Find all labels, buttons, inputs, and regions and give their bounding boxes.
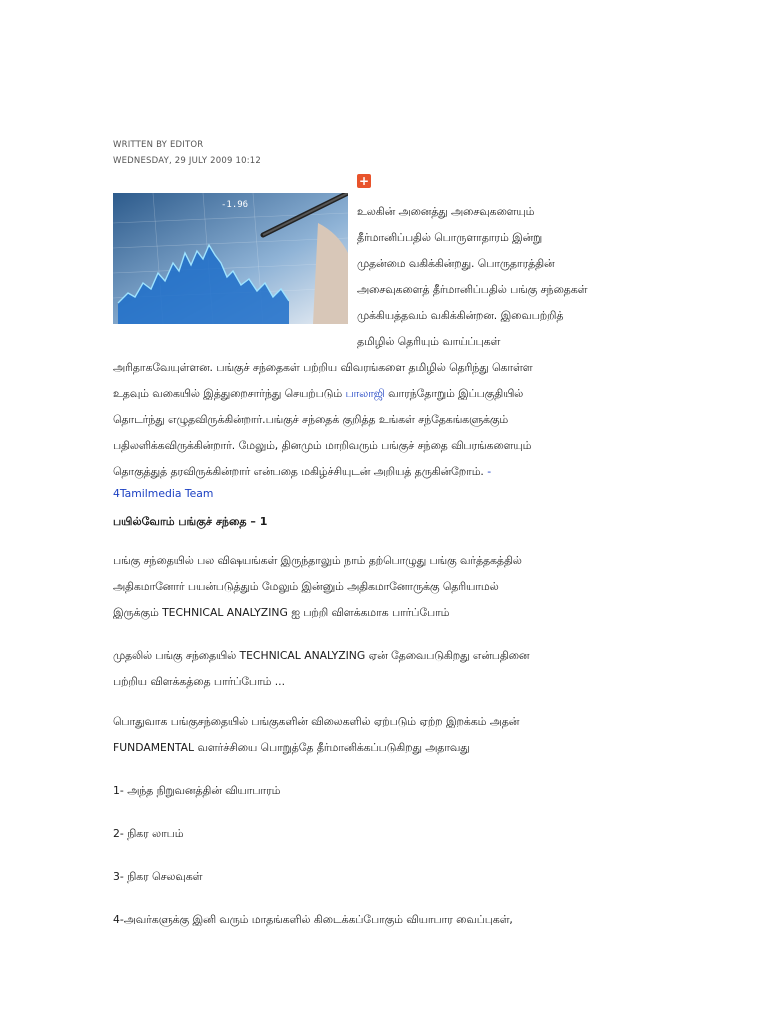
photo-screen-label: -1.96 xyxy=(221,200,249,210)
intro-line: உலகின் அனைத்து அசைவுகளையும் xyxy=(357,205,535,218)
paragraph-line: பொதுவாக பங்குசந்தையில் பங்குகளின் விலைகளில் ஏற்படும் ஏற்ற இறக்கம் அதன் xyxy=(113,715,520,728)
paragraph-line: பங்கு சந்தையில் பல விஷயங்கள் இருந்தாலும் நாம் தற்பொழுது பங்கு வர்த்தகத்தில் xyxy=(113,554,522,567)
article-meta-author: WRITTEN BY EDITOR xyxy=(113,140,204,150)
article-meta-date: WEDNESDAY, 29 JULY 2009 10:12 xyxy=(113,156,261,166)
list-item: 2- நிகர லாபம் xyxy=(113,827,184,840)
section-heading: பயில்வோம் பங்குச் சந்தை – 1 xyxy=(113,515,268,528)
paragraph-3 xyxy=(113,709,673,761)
paragraph-2 xyxy=(113,643,673,695)
intro-line: தீர்மானிப்பதில் பொருளாதாரம் இன்று xyxy=(357,231,543,244)
paragraph-line: FUNDAMENTAL வளர்ச்சியை பொறுத்தே தீர்மானிக்கப்படுகிறது அதாவது xyxy=(113,741,470,754)
intro-line: அரிதாகவேயுள்ளன. பங்குச் சந்தைகள் பற்றிய விவரங்களை தமிழில் தெரிந்து கொள்ள xyxy=(113,361,533,374)
share-plus-icon[interactable]: + xyxy=(358,174,370,188)
paragraph-1 xyxy=(113,548,673,626)
paragraph-line: பற்றிய விளக்கத்தை பார்ப்போம் ... xyxy=(113,675,286,688)
paragraph-line: இருக்கும் TECHNICAL ANALYZING ஐ பற்றி விளக்கமாக பார்ப்போம் xyxy=(113,606,450,619)
team-link[interactable]: 4Tamilmedia Team xyxy=(113,487,214,500)
intro-line xyxy=(113,485,673,503)
paragraph-line: முதலில் பங்கு சந்தையில் TECHNICAL ANALYZING ஏன் தேவைபடுகிறது என்பதினை xyxy=(113,649,530,662)
list-item: 4-அவர்களுக்கு இனி வரும் மாதங்களில் கிடைக்கப்போகும் வியாபார வைப்புகள், xyxy=(113,913,513,926)
intro-line: அசைவுகளைத் தீர்மானிப்பதில் பங்கு சந்தைகள் xyxy=(357,283,588,296)
list-item: 3- நிகர செலவுகள் xyxy=(113,870,203,883)
stock-chart-photo xyxy=(113,193,348,324)
intro-line: முதன்மை வகிக்கின்றது. பொருதாரத்தின் xyxy=(357,257,555,270)
intro-line: தொகுத்துத் தரவிருக்கின்றார் என்பதை மகிழ்ச்சியுடன் அறியத் தருகின்றோம். - xyxy=(113,465,492,478)
list-item: 1- அந்த நிறுவனத்தின் வியாபாரம் xyxy=(113,784,281,797)
intro-line: பதிலளிக்கவிருக்கின்றார். மேலும், தினமும் மாறிவரும் பங்குச் சந்தை விபரங்களையும் xyxy=(113,439,532,452)
intro-wrapped-text xyxy=(357,199,672,355)
intro-line: முக்கியத்தவம் வகிக்கின்றன. இவைபற்றித் xyxy=(357,309,564,322)
intro-paragraph xyxy=(113,355,673,503)
paragraph-line: அதிகமானோர் பயன்படுத்தும் மேலும் இன்னும் அதிகமானோருக்கு தெரியாமல் xyxy=(113,580,499,593)
intro-line: தமிழில் தெரியும் வாய்ப்புகள் xyxy=(357,335,501,348)
team-link-dash[interactable]: - xyxy=(487,465,492,478)
intro-line: உதவும் வகையில் இத்துறைசார்ந்து செயற்படும் பாலாஜி வாரந்தோறும் இப்பகுதியில் xyxy=(113,387,524,400)
intro-line: தொடர்ந்து எழுதவிருக்கின்றார்.பங்குச் சந்தைக் குறித்த உங்கள் சந்தேகங்களுக்கும் xyxy=(113,413,509,426)
author-link[interactable]: பாலாஜி xyxy=(345,387,385,400)
